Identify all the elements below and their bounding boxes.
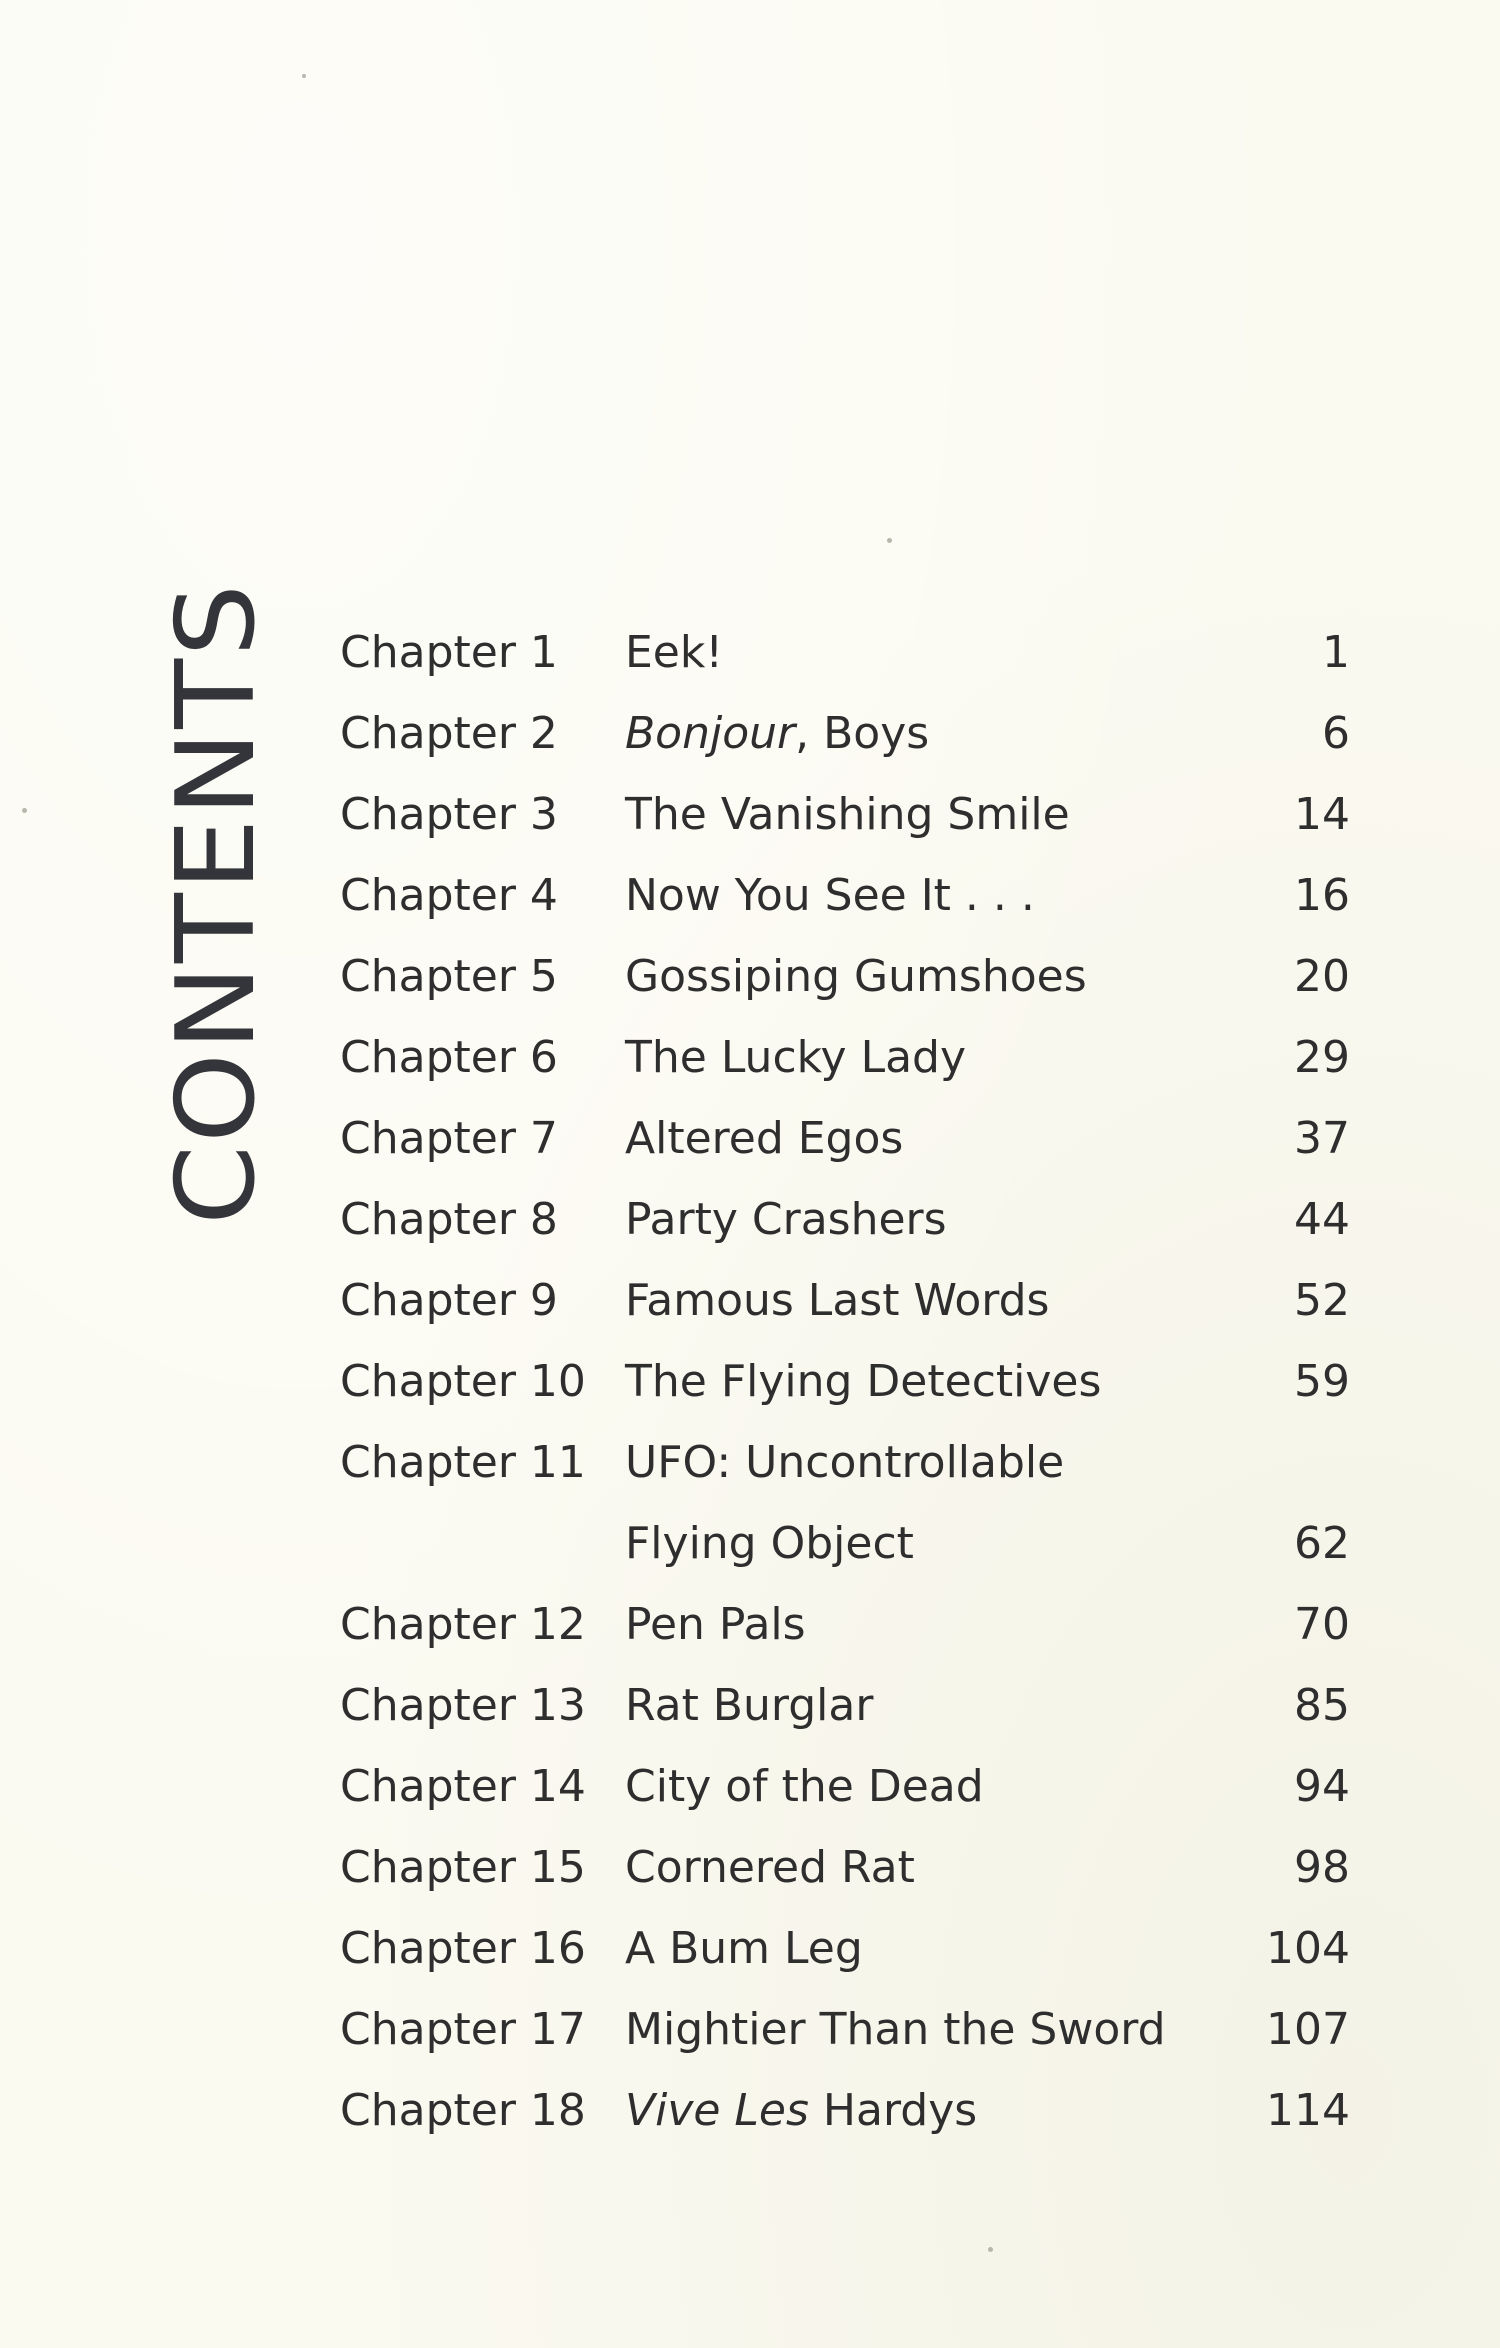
chapter-title: Rat Burglar bbox=[625, 1680, 874, 1731]
chapter-title: A Bum Leg bbox=[625, 1923, 863, 1974]
chapter-label: Chapter 2 bbox=[340, 708, 558, 759]
chapter-label: Chapter 10 bbox=[340, 1356, 586, 1407]
chapter-title: City of the Dead bbox=[625, 1761, 984, 1812]
page-number: 44 bbox=[1294, 1194, 1350, 1245]
chapter-label: Chapter 8 bbox=[340, 1194, 558, 1245]
chapter-title-italic: Bonjour bbox=[625, 708, 796, 759]
chapter-label: Chapter 16 bbox=[340, 1923, 586, 1974]
chapter-title-line-1: UFO: Uncontrollable bbox=[625, 1437, 1065, 1488]
page-number: 14 bbox=[1294, 789, 1350, 840]
chapter-label: Chapter 12 bbox=[340, 1599, 586, 1650]
toc-row-chapter-13 bbox=[340, 1665, 1350, 1746]
chapter-title: Famous Last Words bbox=[625, 1275, 1050, 1326]
page-number: 62 bbox=[1294, 1518, 1350, 1569]
page-number: 104 bbox=[1266, 1923, 1350, 1974]
chapter-label: Chapter 6 bbox=[340, 1032, 558, 1083]
page-number: 29 bbox=[1294, 1032, 1350, 1083]
chapter-label: Chapter 17 bbox=[340, 2004, 586, 2055]
toc-row-chapter-3 bbox=[340, 774, 1350, 855]
page-number: 20 bbox=[1294, 951, 1350, 1002]
chapter-title: The Vanishing Smile bbox=[625, 789, 1070, 840]
toc-row-chapter-10 bbox=[340, 1341, 1350, 1422]
chapter-title bbox=[625, 693, 929, 774]
page-number: 1 bbox=[1322, 627, 1350, 678]
chapter-title-line-2: Flying Object bbox=[625, 1518, 914, 1569]
contents-heading: CONTENTS bbox=[154, 581, 279, 1225]
toc-row-chapter-6 bbox=[340, 1017, 1350, 1098]
toc-row-chapter-4 bbox=[340, 855, 1350, 936]
chapter-label: Chapter 11 bbox=[340, 1437, 586, 1488]
toc-row-chapter-8 bbox=[340, 1179, 1350, 1260]
toc-row-chapter-2 bbox=[340, 693, 1350, 774]
page-number: 37 bbox=[1294, 1113, 1350, 1164]
table-of-contents bbox=[340, 612, 1350, 2151]
page-number: 98 bbox=[1294, 1842, 1350, 1893]
chapter-title: Cornered Rat bbox=[625, 1842, 915, 1893]
page-number: 16 bbox=[1294, 870, 1350, 921]
page-number: 52 bbox=[1294, 1275, 1350, 1326]
chapter-label: Chapter 4 bbox=[340, 870, 558, 921]
chapter-title: The Lucky Lady bbox=[625, 1032, 967, 1083]
toc-row-chapter-7 bbox=[340, 1098, 1350, 1179]
toc-row-chapter-15 bbox=[340, 1827, 1350, 1908]
page-number: 94 bbox=[1294, 1761, 1350, 1812]
paper-speck bbox=[988, 2247, 993, 2252]
chapter-title-rest: , Boys bbox=[795, 708, 930, 759]
chapter-title: Gossiping Gumshoes bbox=[625, 951, 1087, 1002]
toc-row-chapter-11 bbox=[340, 1422, 1350, 1584]
paper-speck bbox=[887, 538, 892, 543]
toc-row-chapter-9 bbox=[340, 1260, 1350, 1341]
page-number: 59 bbox=[1294, 1356, 1350, 1407]
page-number: 107 bbox=[1266, 2004, 1350, 2055]
toc-row-chapter-12 bbox=[340, 1584, 1350, 1665]
chapter-label: Chapter 5 bbox=[340, 951, 558, 1002]
chapter-label: Chapter 7 bbox=[340, 1113, 558, 1164]
chapter-title: Party Crashers bbox=[625, 1194, 947, 1245]
chapter-label: Chapter 14 bbox=[340, 1761, 586, 1812]
toc-row-chapter-14 bbox=[340, 1746, 1350, 1827]
toc-row-chapter-5 bbox=[340, 936, 1350, 1017]
chapter-label: Chapter 15 bbox=[340, 1842, 586, 1893]
paper-speck bbox=[22, 808, 27, 813]
paper-speck bbox=[302, 74, 306, 78]
chapter-label: Chapter 3 bbox=[340, 789, 558, 840]
chapter-label: Chapter 18 bbox=[340, 2085, 586, 2136]
page-number: 70 bbox=[1294, 1599, 1350, 1650]
chapter-title-italic: Vive Les bbox=[625, 2085, 809, 2136]
chapter-label: Chapter 9 bbox=[340, 1275, 558, 1326]
chapter-title bbox=[625, 2070, 977, 2151]
chapter-title: Mightier Than the Sword bbox=[625, 2004, 1166, 2055]
chapter-title: Altered Egos bbox=[625, 1113, 904, 1164]
page-number: 85 bbox=[1294, 1680, 1350, 1731]
page-number: 114 bbox=[1266, 2085, 1350, 2136]
chapter-title: Pen Pals bbox=[625, 1599, 806, 1650]
chapter-label: Chapter 1 bbox=[340, 627, 558, 678]
chapter-title: The Flying Detectives bbox=[625, 1356, 1102, 1407]
chapter-title bbox=[625, 1422, 1064, 1584]
chapter-title: Now You See It . . . bbox=[625, 870, 1035, 921]
chapter-title-rest: Hardys bbox=[808, 2085, 978, 2136]
chapter-title: Eek! bbox=[625, 627, 723, 678]
toc-row-chapter-18 bbox=[340, 2070, 1350, 2151]
toc-row-chapter-1 bbox=[340, 612, 1350, 693]
toc-row-chapter-17 bbox=[340, 1989, 1350, 2070]
page-number: 6 bbox=[1322, 708, 1350, 759]
chapter-label: Chapter 13 bbox=[340, 1680, 586, 1731]
toc-row-chapter-16 bbox=[340, 1908, 1350, 1989]
